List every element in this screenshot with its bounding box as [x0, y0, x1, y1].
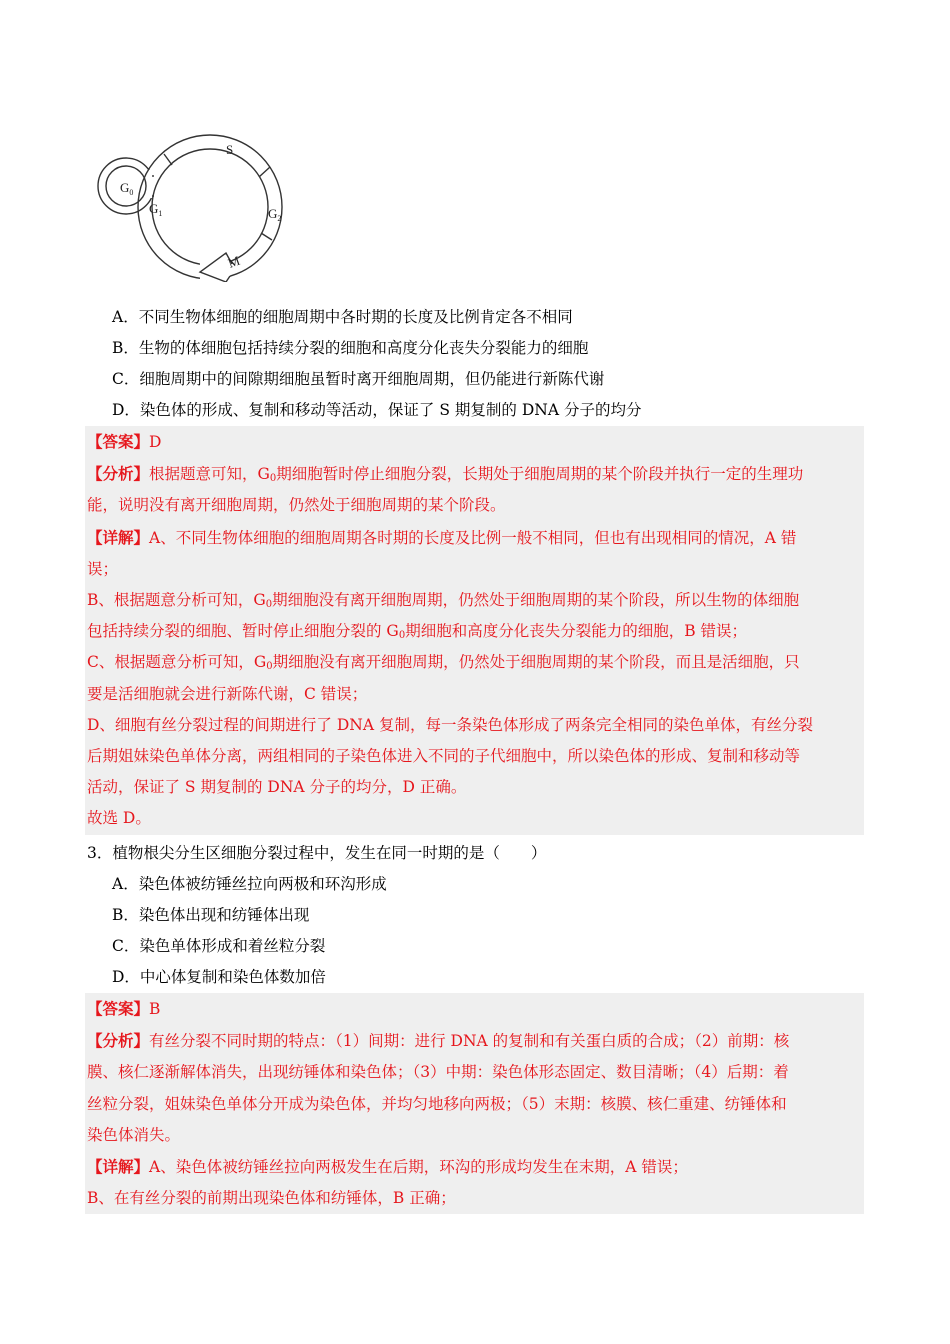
q3-option-a: A．染色体被纺锤丝拉向两极和环沟形成: [112, 875, 387, 893]
q2-detail-d3: 活动，保证了 S 期复制的 DNA 分子的均分，D 正确。: [87, 778, 467, 797]
q2-detail-d1: D、细胞有丝分裂过程的间期进行了 DNA 复制，每一条染色体形成了两条完全相同的染色单体，有丝分裂: [87, 715, 813, 734]
q2-answer: D: [149, 433, 162, 451]
q3-detail-b: B、在有丝分裂的前期出现染色体和纺锤体，B 正确；: [87, 1189, 456, 1208]
q2-detail-b1: B、根据题意分析可知，$G_0$期细胞没有离开细胞周期，仍然处于细胞周期的某个阶段，所以生物的体细胞: [87, 591, 800, 611]
q3-option-c: C．染色单体形成和着丝粒分裂: [112, 937, 326, 955]
q2-analysis-line1: 【分析】根据题意可知，$G_0$期细胞暂时停止细胞分裂，长期处于细胞周期的某个阶段并执行一定的生理功: [87, 464, 804, 485]
answer-tag: 【答案】: [87, 432, 150, 451]
divider-g1-s: [164, 154, 172, 165]
q2-option-c: C．细胞周期中的间隙期细胞虽暂时离开细胞周期，但仍能进行新陈代谢: [112, 370, 605, 388]
analysis-tag: 【分析】: [87, 464, 150, 484]
cycle-ring-inner: [152, 149, 268, 265]
q2-answer-line: [85, 426, 864, 458]
q2-analysis-line2: 能，说明没有离开细胞周期，仍然处于细胞周期的某个阶段。: [87, 496, 506, 515]
answer-tag: 【答案】: [87, 999, 150, 1018]
detail-tag: 【详解】: [87, 527, 150, 547]
q2-detail-c2: 要是活细胞就会进行新陈代谢，C 错误；: [87, 684, 368, 703]
label-g2: $G_2$: [268, 206, 282, 223]
label-g1: $G_1$: [149, 201, 163, 218]
label-m: M: [225, 252, 242, 271]
label-s: S: [226, 142, 234, 157]
q3-analysis-line1: 【分析】有丝分裂不同时期的特点：（1）间期：进行 DNA 的复制和有关蛋白质的合成；（2）前期：核: [87, 1031, 790, 1051]
q2-option-a: A．不同生物体细胞的细胞周期中各时期的长度及比例肯定各不相同: [112, 308, 573, 326]
q2-detail-c1: C、根据题意分析可知，$G_0$期细胞没有离开细胞周期，仍然处于细胞周期的某个阶段，而且是活细胞，只: [87, 653, 800, 673]
q3-analysis-line3: 丝粒分裂，姐妹染色单体分开成为染色体，并均匀地移向两极；（5）末期：核膜、核仁重建、纺锤体和: [87, 1094, 787, 1113]
label-g0: $G_0$: [120, 180, 134, 197]
q3-analysis-line4: 染色体消失。: [87, 1125, 181, 1144]
q2-detail-b2: 包括持续分裂的细胞、暂时停止细胞分裂的 $G_0$期细胞和高度分化丧失分裂能力的细胞，B 错误；: [87, 622, 748, 642]
q3-analysis-line2: 膜、核仁逐渐解体消失，出现纺锤体和染色体；（3）中期：染色体形态固定、数目清晰；（4）后期：着: [87, 1063, 789, 1082]
q3-answer-line: [85, 993, 864, 1025]
q2-option-d: D．染色体的形成、复制和移动等活动，保证了 S 期复制的 DNA 分子的均分: [112, 401, 642, 419]
q2-answer-box: [85, 426, 864, 835]
q3-option-d: D．中心体复制和染色体数加倍: [112, 968, 326, 986]
cell-cycle-svg: [92, 132, 292, 282]
detail-tag: 【详解】: [87, 1157, 150, 1177]
q2-detail-a2: 误；: [87, 559, 119, 578]
divider-s-g2: [259, 167, 270, 177]
analysis-tag: 【分析】: [87, 1031, 150, 1051]
q3-stem: 3．植物根尖分生区细胞分裂过程中，发生在同一时期的是（ ）: [87, 844, 547, 862]
q2-detail-d2: 后期姐妹染色单体分离，两组相同的子染色体进入不同的子代细胞中，所以染色体的形成、复制和移动等: [87, 747, 801, 766]
q2-conclusion: 故选 D。: [87, 809, 151, 828]
q3-answer: B: [149, 1000, 161, 1018]
cell-cycle-diagram: [92, 132, 292, 282]
q3-answer-box: [85, 993, 864, 1214]
q3-detail-a: 【详解】A、染色体被纺锤丝拉向两极发生在后期，环沟的形成均发生在末期，A 错误；: [87, 1157, 688, 1177]
q2-option-b: B．生物的体细胞包括持续分裂的细胞和高度分化丧失分裂能力的细胞: [112, 339, 589, 357]
divider-g2-m: [261, 233, 272, 240]
q3-option-b: B．染色体出现和纺锤体出现: [112, 906, 310, 924]
q2-detail-a1: 【详解】A、不同生物体细胞的细胞周期各时期的长度及比例一般不相同，但也有出现相同的情况，A 错: [87, 527, 797, 547]
